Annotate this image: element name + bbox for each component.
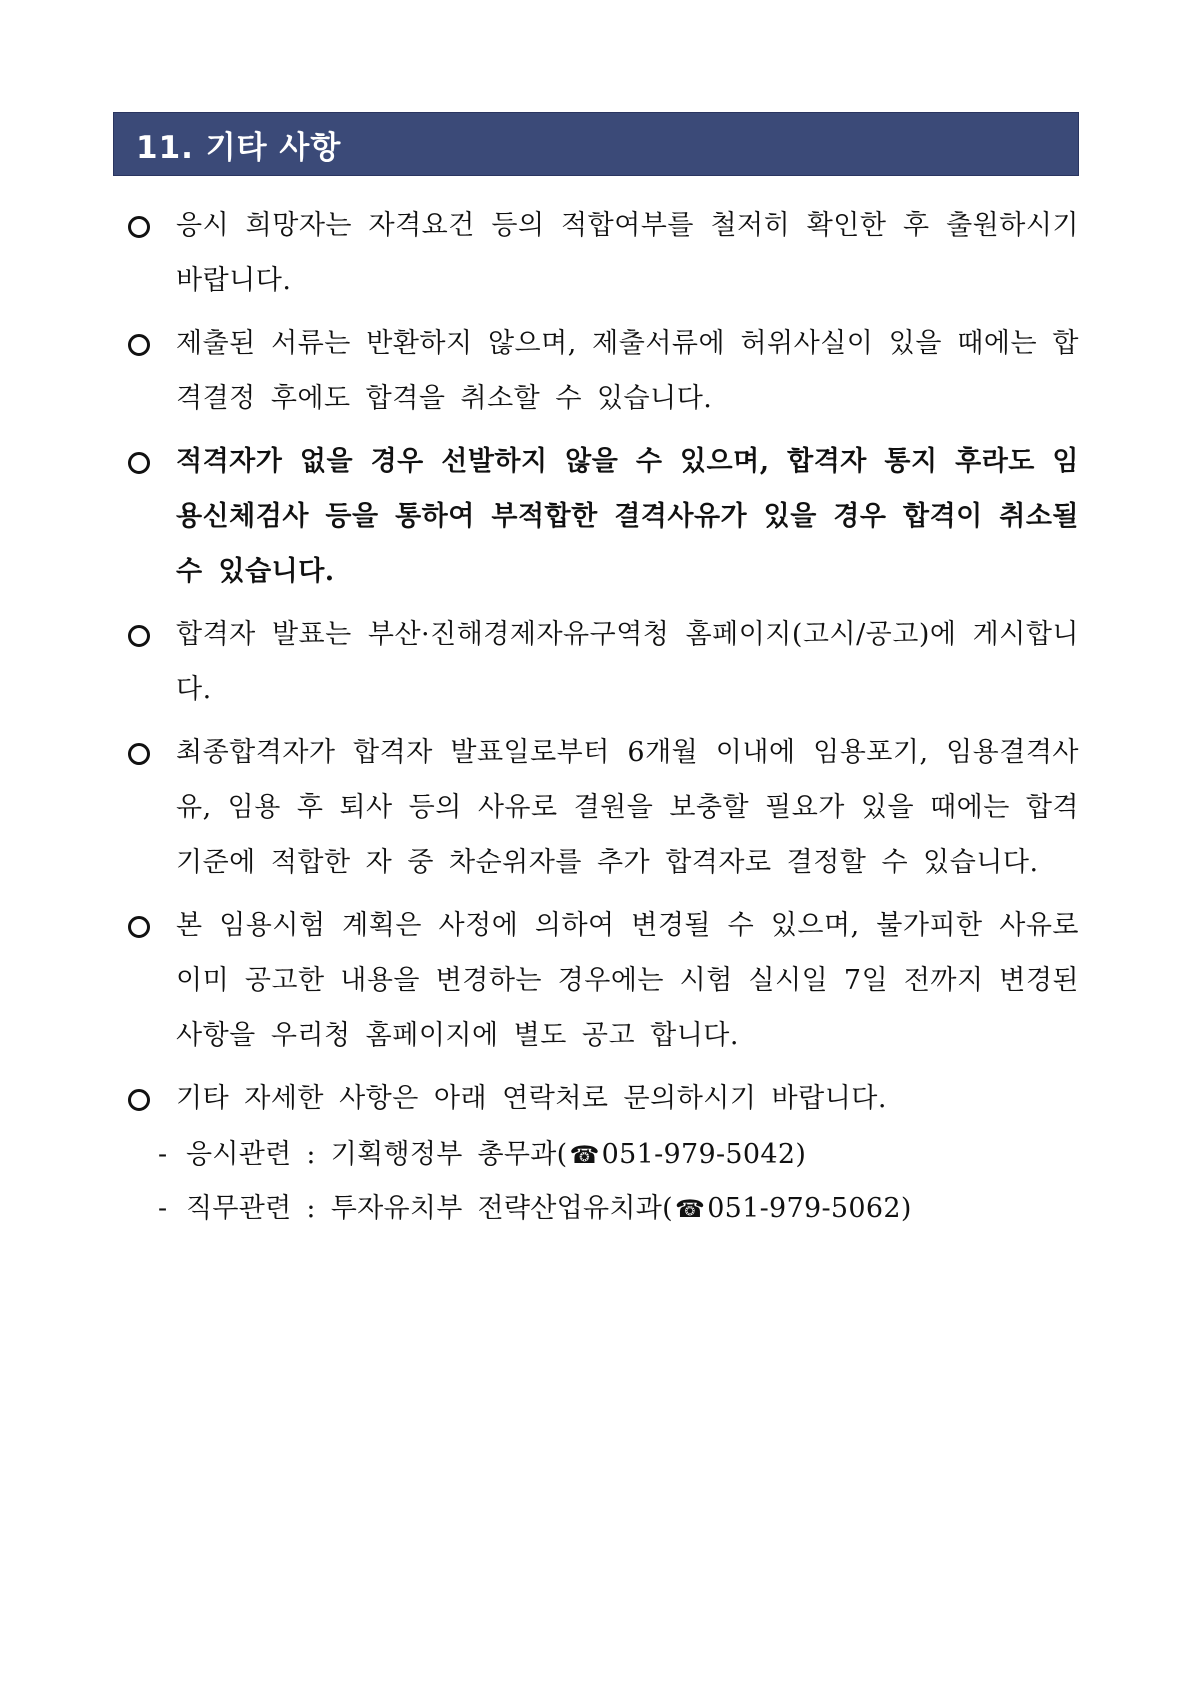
notice-text: 적격자가 없을 경우 선발하지 않을 수 있으며, 합격자 통지 후라도 임용신체검사 등을 통하여 부적합한 결격사유가 있을 경우 합격이 취소될 수 있습니다. bbox=[176, 446, 1079, 587]
contact-label: 응시관련 : 기획행정부 총무과( bbox=[186, 1139, 568, 1170]
notice-text: 합격자 발표는 부산·진해경제자유구역청 홈페이지(고시/공고)에 게시합니다. bbox=[176, 619, 1079, 705]
bullet-circle-icon bbox=[128, 334, 150, 356]
dash-marker: - bbox=[158, 1139, 168, 1170]
bullet-circle-icon bbox=[128, 625, 150, 647]
dash-marker: - bbox=[158, 1193, 168, 1224]
section-header bbox=[113, 112, 1079, 176]
notice-text: 제출된 서류는 반환하지 않으며, 제출서류에 허위사실이 있을 때에는 합격결정 후에도 합격을 취소할 수 있습니다. bbox=[176, 328, 1079, 414]
contact-text bbox=[186, 1139, 806, 1170]
bullet-circle-icon bbox=[128, 1089, 150, 1111]
notice-item bbox=[128, 198, 1079, 308]
contact-close: ) bbox=[900, 1193, 912, 1224]
notice-item bbox=[128, 898, 1079, 1063]
bullet-circle-icon bbox=[128, 452, 150, 474]
contact-phone: 051-979-5062 bbox=[707, 1193, 901, 1224]
contact-list bbox=[128, 1128, 1079, 1236]
telephone-icon: ☎ bbox=[675, 1195, 706, 1223]
bullet-circle-icon bbox=[128, 216, 150, 238]
bullet-circle-icon bbox=[128, 916, 150, 938]
contact-label: 직무관련 : 투자유치부 전략산업유치과( bbox=[186, 1193, 673, 1224]
telephone-icon: ☎ bbox=[569, 1141, 600, 1169]
notice-text: 본 임용시험 계획은 사정에 의하여 변경될 수 있으며, 불가피한 사유로 이미 공고한 내용을 변경하는 경우에는 시험 실시일 7일 전까지 변경된 사항을 우리청 홈페이지에 별도 공고 합니다. bbox=[176, 910, 1079, 1051]
contact-phone: 051-979-5042 bbox=[601, 1139, 796, 1170]
contact-close: ) bbox=[795, 1139, 807, 1170]
notice-text: 응시 희망자는 자격요건 등의 적합여부를 철저히 확인한 후 출원하시기 바랍니다. bbox=[176, 210, 1079, 296]
notice-list bbox=[128, 198, 1079, 1236]
notice-text: 최종합격자가 합격자 발표일로부터 6개월 이내에 임용포기, 임용결격사유, 임용 후 퇴사 등의 사유로 결원을 보충할 필요가 있을 때에는 합격기준에 적합한 자 중 차순위자를 추가 합격자로 결정할 수 있습니다. bbox=[176, 737, 1079, 878]
notice-item-emphasis bbox=[128, 434, 1079, 599]
notice-item bbox=[128, 725, 1079, 890]
contact-text bbox=[186, 1193, 912, 1224]
contact-line bbox=[128, 1128, 1079, 1182]
notice-item bbox=[128, 607, 1079, 717]
notice-item bbox=[128, 316, 1079, 426]
notice-text: 기타 자세한 사항은 아래 연락처로 문의하시기 바랍니다. bbox=[176, 1083, 887, 1114]
section-title: 11. 기타 사항 bbox=[136, 129, 342, 166]
contact-line bbox=[128, 1182, 1079, 1236]
bullet-circle-icon bbox=[128, 743, 150, 765]
notice-item bbox=[128, 1071, 1079, 1126]
